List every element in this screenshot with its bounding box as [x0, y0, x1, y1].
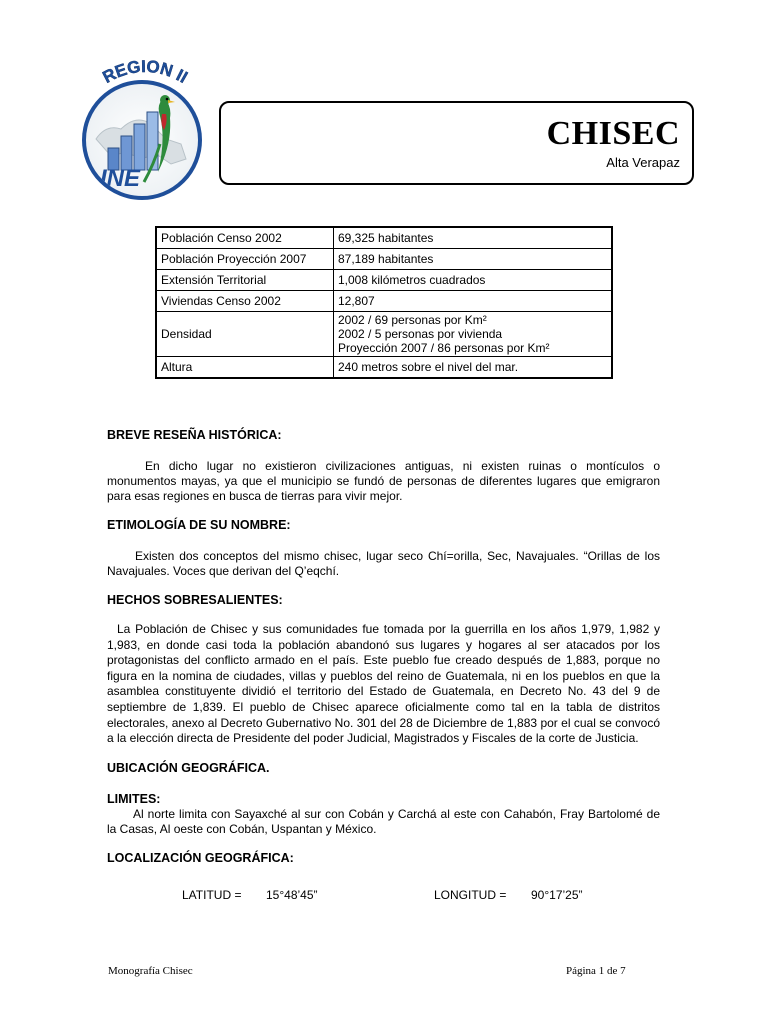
footer-document-name: Monografía Chisec	[108, 965, 193, 977]
limits-heading: LIMITES:	[107, 791, 161, 806]
limits-paragraph: Al norte limita con Sayaxché al sur con Cobán y Carchá al este con Cahabón, Fray Bartolomé de la Casas, Al oeste con Cobán, Uspantan y México.	[107, 806, 660, 836]
density-line: 2002 / 69 personas por Km²	[338, 313, 487, 327]
table-row	[156, 270, 612, 291]
history-heading: BREVE RESEÑA HISTÓRICA:	[107, 428, 282, 442]
table-row	[156, 291, 612, 312]
table-cell-label: Población Censo 2002	[156, 227, 334, 249]
longitude-value: 90°17’25”	[531, 888, 583, 902]
page-subtitle: Alta Verapaz	[606, 155, 680, 170]
table-cell-label: Población Proyección 2007	[156, 249, 334, 270]
table-cell-label: Viviendas Censo 2002	[156, 291, 334, 312]
page-title: CHISEC	[546, 115, 680, 152]
latitude-label: LATITUD =	[182, 888, 242, 902]
table-cell-label: Extensión Territorial	[156, 270, 334, 291]
density-line: 2002 / 5 personas por vivienda	[338, 327, 503, 341]
etymology-heading: ETIMOLOGÍA DE SU NOMBRE:	[107, 518, 291, 532]
longitude-label: LONGITUD =	[434, 888, 507, 902]
table-cell-label: Altura	[156, 357, 334, 379]
table-cell-value: 1,008 kilómetros cuadrados	[334, 270, 613, 291]
table-row	[156, 227, 612, 249]
footer-page-number: Página 1 de 7	[566, 965, 626, 977]
density-line: Proyección 2007 / 86 personas por Km²	[338, 341, 550, 355]
table-cell-value: 87,189 habitantes	[334, 249, 613, 270]
svg-text:REGION II: REGION II	[99, 56, 191, 87]
table-row	[156, 249, 612, 270]
table-cell-label: Densidad	[156, 312, 334, 357]
location-heading: UBICACIÓN GEOGRÁFICA.	[107, 760, 270, 775]
document-body	[107, 420, 660, 866]
table-cell-value: 12,807	[334, 291, 613, 312]
logo-emblem-icon	[86, 84, 198, 196]
ine-logo	[70, 52, 220, 202]
ine-logo-text: INE	[100, 165, 141, 192]
history-paragraph: En dicho lugar no existieron civilizaciones antiguas, ni existen ruinas o montículos o monumentos mayas, ya que el municipio se fundó de personas de diferentes lugares que emigraron para esas regiones en busca de tierras para vivir mejor.	[107, 459, 660, 503]
latitude-value: 15°48’45”	[266, 888, 318, 902]
facts-table	[155, 226, 613, 379]
table-row	[156, 357, 612, 379]
table-cell-value	[334, 312, 613, 357]
facts-paragraph: La Población de Chisec y sus comunidades fue tomada por la guerrilla en los años 1,979, 1,982 y 1,983, en donde casi toda la población abandonó sus lugares y hogares al ser atacados por los protagonistas del conflicto armado en el país. Este pueblo fue creado después de 1,883, porque no figura en la nomina de ciudades, villas y pueblos del reino de Guatemala, ni en los pueblos en que la asamblea constituyente dividió el territorio del Estado de Guatemala, en Decreto No. 43 del 9 de septiembre de 1,839. El pueblo de Chisec aparece oficialmente como tal en la tabla de distritos electorales, anexo al Decreto Gubernativo No. 301 del 28 de Diciembre de 1,883 por el cual se convocó a la elección directa de Presidente del poder Judicial, Magistrados y Fiscales de la corte de Justicia.	[107, 622, 660, 746]
facts-heading: HECHOS SOBRESALIENTES:	[107, 593, 283, 607]
etymology-paragraph: Existen dos conceptos del mismo chisec, lugar seco Chí=orilla, Sec, Navajuales. “Orillas de los Navajuales. Voces que derivan del Q’eqchí.	[107, 549, 660, 578]
table-row	[156, 312, 612, 357]
localization-heading: LOCALIZACIÓN GEOGRÁFICA:	[107, 850, 294, 865]
title-box	[219, 101, 694, 185]
table-cell-value: 69,325 habitantes	[334, 227, 613, 249]
table-cell-value: 240 metros sobre el nivel del mar.	[334, 357, 613, 379]
logo-circle	[82, 80, 202, 200]
